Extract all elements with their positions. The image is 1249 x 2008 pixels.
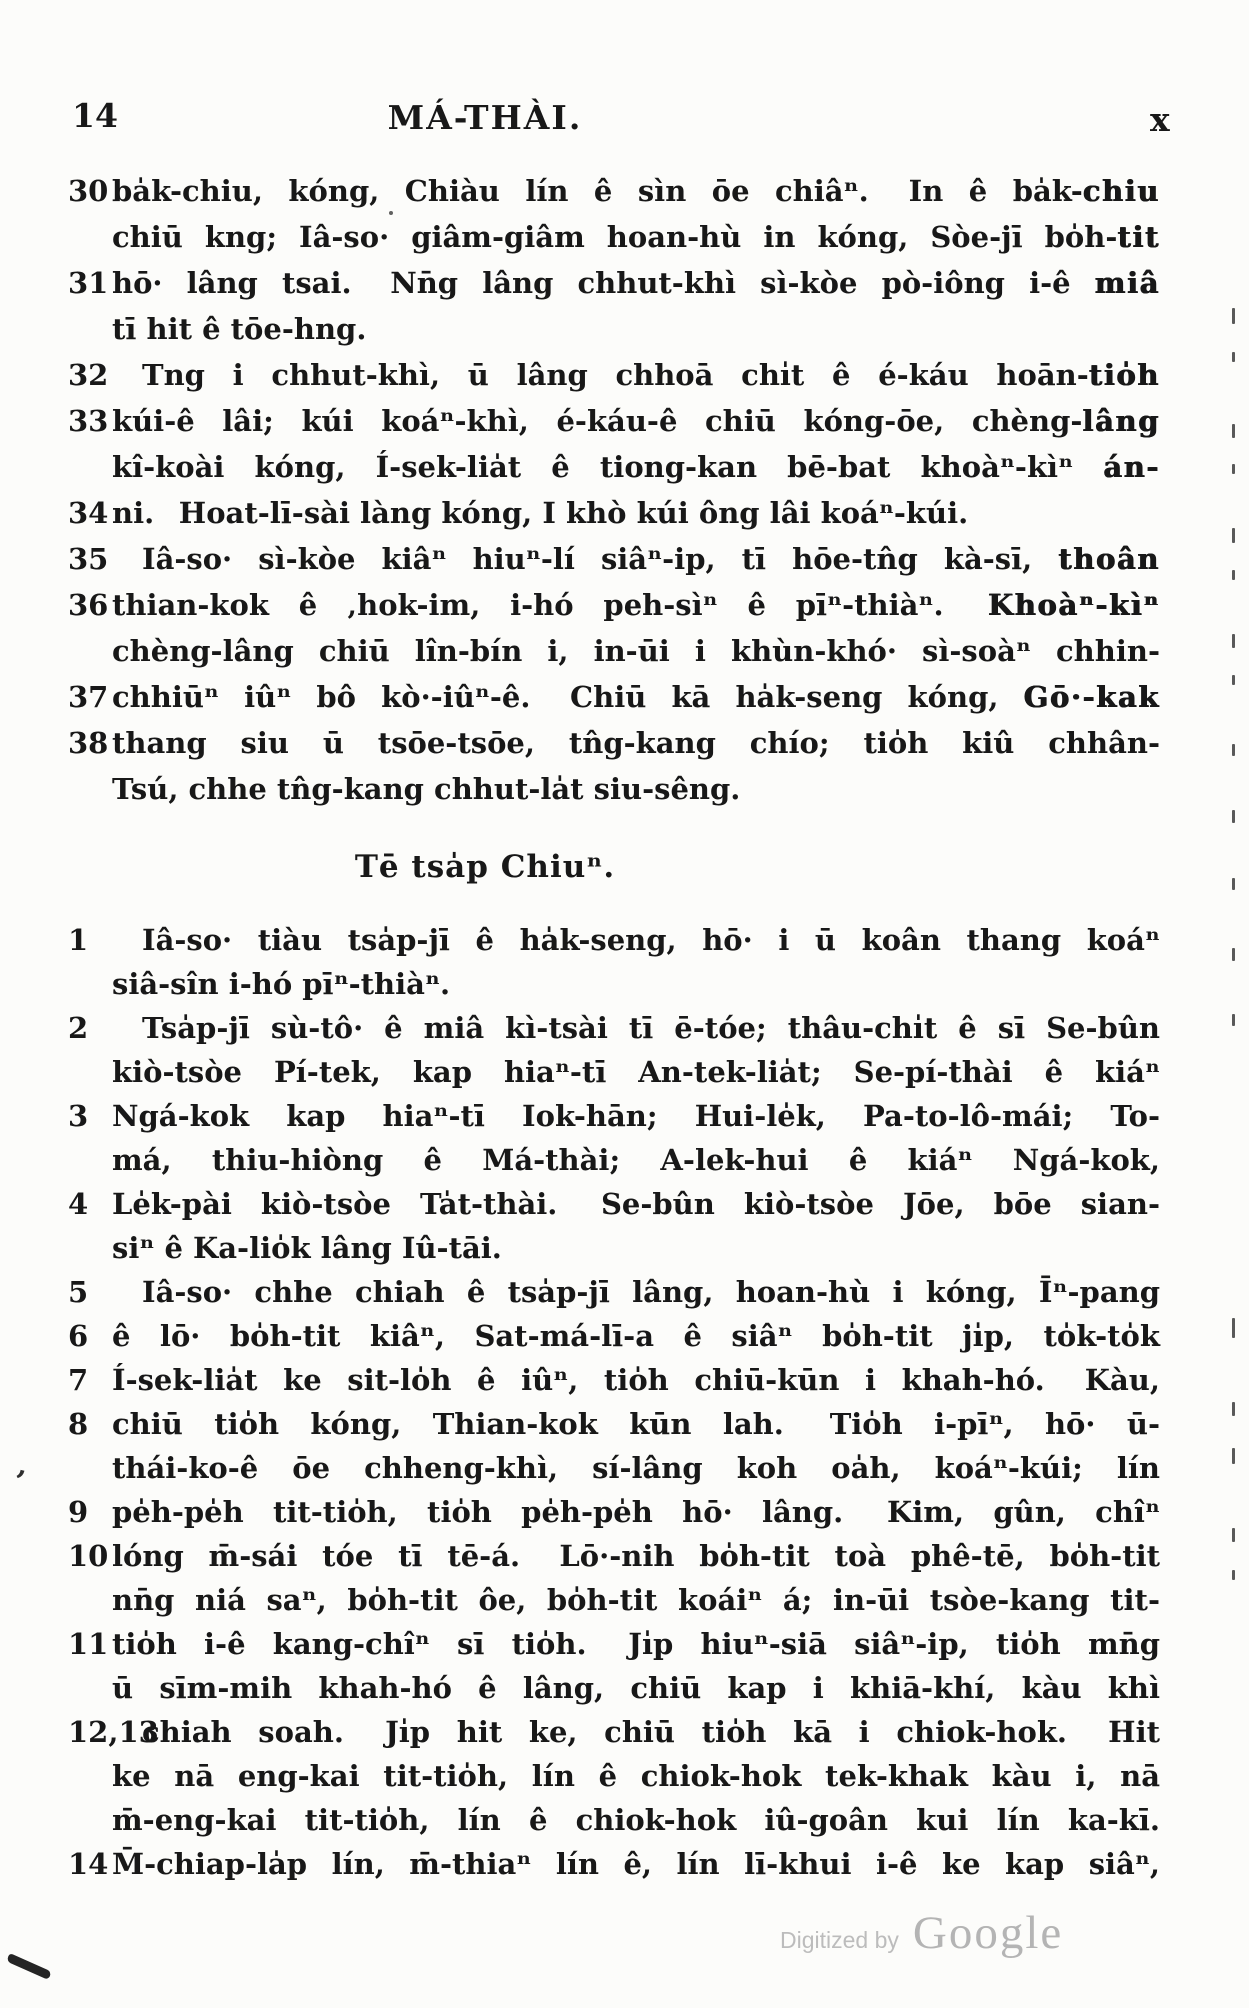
- verse-line: [68, 490, 1160, 536]
- verse-line: [68, 582, 1160, 628]
- verse-text: chiū kng; Iâ-so· giâm-giâm hoan-hù in kóng, Sòe-jī bo̍h-tit: [112, 220, 1160, 254]
- verse-line: [112, 1446, 1160, 1490]
- verse-number: 14: [68, 1847, 109, 1881]
- margin-pen-mark: ‚: [14, 1447, 32, 1484]
- margin-tick: [1232, 1318, 1235, 1338]
- verse-number: 36: [68, 588, 109, 622]
- verse-line: [112, 1050, 1160, 1094]
- verse-line: [112, 1666, 1160, 1710]
- verses-chapter-10: [68, 918, 1160, 1886]
- verse-text: ê lō· bo̍h-tit kiâⁿ, Sat-má-lī-a ê siâⁿ bo̍h-tit ji̍p, to̍k-to̍k: [112, 1319, 1160, 1353]
- verse-line: [68, 1182, 1160, 1226]
- verse-number: 7: [68, 1363, 89, 1397]
- verse-number: 2: [68, 1011, 89, 1045]
- verse-number: 9: [68, 1495, 89, 1529]
- verse-line: [112, 306, 1160, 352]
- verse-line: [112, 1226, 1160, 1270]
- verse-text: chhiūⁿ iûⁿ bô kò·-iûⁿ-ê. Chiū kā ha̍k-seng kóng, Gō·-kak: [112, 680, 1160, 714]
- verse-text: Tsú, chhe tn̂g-kang chhut-la̍t siu-sêng.: [112, 772, 741, 806]
- verse-number: 33: [68, 404, 109, 438]
- verse-line: [68, 1006, 1160, 1050]
- verse-text: M̄-chiap-la̍p lín, m̄-thiaⁿ lín ê, lín lī-khui i-ê ke kap siâⁿ,: [112, 1847, 1160, 1881]
- margin-tick: [1232, 810, 1235, 823]
- verse-text: hō· lâng tsai. Nn̄g lâng chhut-khì sì-kòe pò-iông i-ê miâ: [112, 266, 1160, 300]
- margin-tick: [1232, 1402, 1235, 1416]
- verse-line: [68, 720, 1160, 766]
- verse-text: tī hit ê tōe-hng.: [112, 312, 367, 346]
- verse-line: [68, 1358, 1160, 1402]
- verse-line: [68, 352, 1160, 398]
- watermark: [780, 1906, 1063, 1960]
- verse-text: ū sīm-mih khah-hó ê lâng, chiū kap i khiā-khí, kàu khì: [112, 1671, 1160, 1705]
- verse-line: [68, 1842, 1160, 1886]
- verse-line: [112, 766, 1160, 812]
- verse-number: 35: [68, 542, 109, 576]
- verse-line: [112, 1798, 1160, 1842]
- verse-text: ni. Hoat-lī-sài làng kóng, I khò kúi ông lâi koáⁿ-kúi.: [112, 496, 969, 530]
- signature-mark: x: [1150, 100, 1170, 139]
- corner-pen-stroke: [6, 1953, 52, 1980]
- verse-text: nn̄g niá saⁿ, bo̍h-tit ôe, bo̍h-tit koáiⁿ á; in-ūi tsòe-kang tit-: [112, 1583, 1160, 1617]
- verse-line: [68, 1402, 1160, 1446]
- margin-tick: [1232, 424, 1235, 438]
- verse-number: 37: [68, 680, 109, 714]
- chapter-heading: Tē tsa̍p Chiuⁿ.: [354, 849, 616, 885]
- verse-text: kî-koài kóng, Í-sek-lia̍t ê tiong-kan bē-bat khoàⁿ-kìⁿ án-: [112, 450, 1160, 484]
- margin-tick: [1232, 634, 1235, 648]
- verse-text: thian-kok ê ‚hok-im, i-hó peh-sìⁿ ê pīⁿ-thiàⁿ. Khoàⁿ-kìⁿ: [112, 588, 1160, 622]
- digitized-by-text: Digitized by: [780, 1927, 899, 1953]
- margin-tick: [1232, 1528, 1235, 1542]
- verse-text: m̄-eng-kai tit-tio̍h, lín ê chiok-hok iû-goân kui lín ka-kī.: [112, 1803, 1160, 1837]
- verse-text: thang siu ū tsōe-tsōe, tn̂g-kang chío; tio̍h kiû chhân-: [112, 726, 1160, 760]
- verse-text: Iâ-so· chhe chiah ê tsa̍p-jī lâng, hoan-hù i kóng, Īⁿ-pang: [142, 1275, 1160, 1309]
- verse-text: siâ-sîn i-hó pīⁿ-thiàⁿ.: [112, 967, 451, 1001]
- verse-line: [68, 674, 1160, 720]
- verse-text: Iâ-so· tiàu tsa̍p-jī ê ha̍k-seng, hō· i ū koân thang koáⁿ: [142, 923, 1160, 957]
- verse-number: 6: [68, 1319, 89, 1353]
- verse-number: 10: [68, 1539, 109, 1573]
- margin-tick: [1232, 308, 1235, 324]
- verse-line: [68, 1534, 1160, 1578]
- margin-tick: [1232, 675, 1235, 685]
- verse-number: 38: [68, 726, 109, 760]
- margin-tick: [1232, 948, 1235, 961]
- verse-number: 32: [68, 358, 109, 392]
- verse-text: Iâ-so· sì-kòe kiâⁿ hiuⁿ-lí siâⁿ-ip, tī hōe-tn̂g kà-sī, thoân: [142, 542, 1160, 576]
- verse-text: chèng-lâng chiū lîn-bín i, in-ūi i khùn-khó· sì-soàⁿ chhin-: [112, 634, 1160, 668]
- verse-number: 3: [68, 1099, 89, 1133]
- verse-number: 11: [68, 1627, 109, 1661]
- verse-text: Ngá-kok kap hiaⁿ-tī Iok-hān; Hui-le̍k, Pa-to-lô-mái; To-: [112, 1099, 1160, 1133]
- verse-text: siⁿ ê Ka-lio̍k lâng Iû-tāi.: [112, 1231, 502, 1265]
- margin-tick: [1232, 352, 1235, 362]
- margin-tick: [1232, 1014, 1235, 1026]
- verse-text: tio̍h i-ê kang-chîⁿ sī tio̍h. Ji̍p hiuⁿ-siā siâⁿ-ip, tio̍h mn̄g: [112, 1627, 1160, 1661]
- verse-line: [112, 444, 1160, 490]
- verse-text: thái-ko-ê ōe chheng-khì, sí-lâng koh oa̍h, koáⁿ-kúi; lín: [112, 1451, 1160, 1485]
- verse-text: má, thiu-hiòng ê Má-thài; A-lek-hui ê kiáⁿ Ngá-kok,: [112, 1143, 1160, 1177]
- verse-text: Le̍k-pài kiò-tsòe Ta̍t-thài. Se-bûn kiò-tsòe Jōe, bōe sian-: [112, 1187, 1160, 1221]
- verse-number: 30: [68, 174, 109, 208]
- verse-text: Tsa̍p-jī sù-tô· ê miâ kì-tsài tī ē-tóe; thâu-chi̍t ê sī Se-bûn: [142, 1011, 1160, 1045]
- running-title: MÁ-THÀI.: [387, 98, 583, 137]
- verse-line: [68, 1270, 1160, 1314]
- google-logo-text: Google: [912, 1907, 1064, 1959]
- verse-text: pe̍h-pe̍h tit-tio̍h, tio̍h pe̍h-pe̍h hō· lâng. Kim, gûn, chîⁿ: [112, 1495, 1160, 1529]
- verse-line: [68, 536, 1160, 582]
- verse-number: 34: [68, 496, 109, 530]
- verse-text: chiū tio̍h kóng, Thian-kok kūn lah. Tio̍h i-pīⁿ, hō· ū-: [112, 1407, 1160, 1441]
- verse-line: [112, 628, 1160, 674]
- margin-tick: [1232, 1448, 1235, 1464]
- verse-text: Í-sek-lia̍t ke sit-lo̍h ê iûⁿ, tio̍h chiū-kūn i khah-hó. Kàu,: [112, 1363, 1160, 1397]
- verse-text: ba̍k-chiu, kóng, Chiàu lín ê sìn ōe chiâⁿ. In ê ba̍k-chiu: [112, 174, 1160, 208]
- verse-text: kúi-ê lâi; kúi koáⁿ-khì, é-káu-ê chiū kóng-ōe, chèng-lâng: [112, 404, 1160, 438]
- verse-line: [68, 1710, 1160, 1754]
- verse-number: 5: [68, 1275, 89, 1309]
- margin-tick: [1232, 528, 1235, 543]
- verse-line: [112, 1138, 1160, 1182]
- verse-line: [68, 918, 1160, 962]
- verse-text: lóng m̄-sái tóe tī tē-á. Lō·-nih bo̍h-tit toà phê-tē, bo̍h-tit: [112, 1539, 1160, 1573]
- margin-tick: [1232, 878, 1235, 890]
- margin-tick: [1232, 464, 1235, 474]
- verse-number: 1: [68, 923, 89, 957]
- verse-line: [112, 1578, 1160, 1622]
- verse-text: chiah soah. Ji̍p hit ke, chiū tio̍h kā i chiok-hok. Hit: [142, 1715, 1160, 1749]
- margin-tick: [1232, 744, 1235, 756]
- verse-line: [68, 260, 1160, 306]
- verse-line: [68, 1622, 1160, 1666]
- verse-line: [112, 214, 1160, 260]
- verse-line: [68, 398, 1160, 444]
- page-number: 14: [72, 96, 118, 135]
- verse-text: ke nā eng-kai tit-tio̍h, lín ê chiok-hok tek-khak kàu i, nā: [112, 1759, 1160, 1793]
- ink-speck: [389, 211, 393, 215]
- verse-line: [68, 168, 1160, 214]
- verse-line: [68, 1094, 1160, 1138]
- verse-text: Tng i chhut-khì, ū lâng chhoā chi̍t ê é-káu hoān-tio̍h: [142, 358, 1160, 392]
- verse-line: [68, 1314, 1160, 1358]
- verse-line: [68, 1490, 1160, 1534]
- verse-number: 12,13: [68, 1715, 159, 1749]
- verse-number: 31: [68, 266, 109, 300]
- verse-number: 8: [68, 1407, 89, 1441]
- verse-line: [112, 1754, 1160, 1798]
- verse-number: 4: [68, 1187, 89, 1221]
- margin-tick: [1232, 570, 1235, 580]
- verse-line: [112, 962, 1160, 1006]
- verses-chapter-9: [68, 168, 1160, 812]
- margin-tick: [1232, 1570, 1235, 1580]
- verse-text: kiò-tsòe Pí-tek, kap hiaⁿ-tī An-tek-lia̍t; Se-pí-thài ê kiáⁿ: [112, 1055, 1160, 1089]
